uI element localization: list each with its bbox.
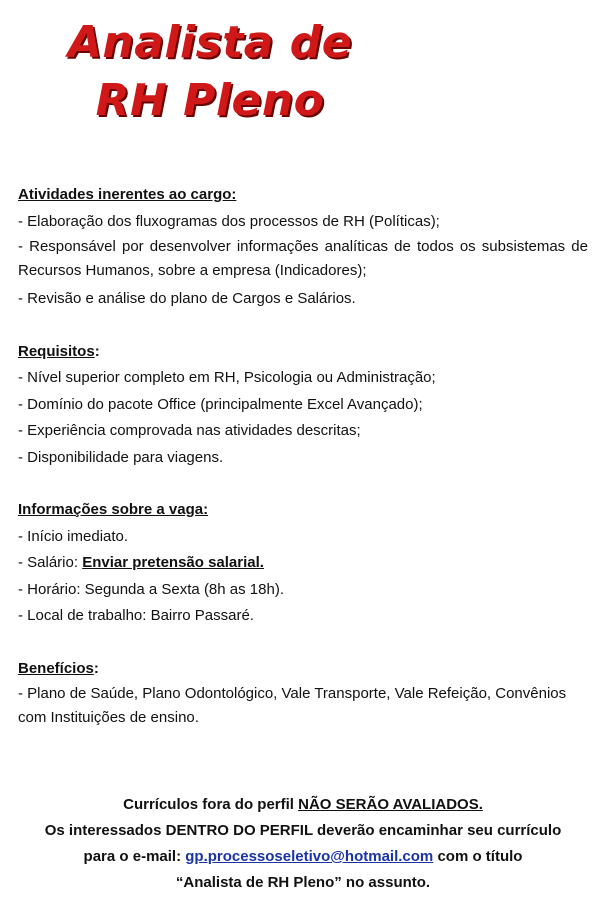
salario-label: - Salário: <box>18 554 83 571</box>
atividades-item: - Responsável por desenvolver informações analíticas de todos os subsistemas de Recursos Humanos, sobre a empresa (Indicadores); <box>18 238 588 279</box>
atividades-item: - Revisão e análise do plano de Cargos e Salários. <box>18 290 356 307</box>
informacoes-salario <box>18 550 588 577</box>
job-title-line-2: RH Pleno <box>95 75 325 126</box>
requisitos-heading: Requisitos <box>18 342 95 360</box>
footer-line-1-text: Currículos fora do perfil <box>123 796 299 813</box>
section-beneficios <box>18 656 588 731</box>
footer-line-4: “Analista de RH Pleno” no assunto. <box>175 874 431 891</box>
email-label: para o e-mail: <box>83 848 186 865</box>
section-informacoes <box>18 497 588 630</box>
job-title-line-1: Analista de <box>67 17 353 68</box>
footer-line-1 <box>18 792 588 818</box>
section-atividades <box>18 182 588 313</box>
informacoes-inicio: - Início imediato. <box>18 527 129 545</box>
requisitos-item: - Domínio do pacote Office (principalmente Excel Avançado); <box>18 395 423 413</box>
requisitos-heading-row <box>18 339 588 366</box>
application-instructions <box>18 792 588 896</box>
beneficios-colon: : <box>93 659 99 677</box>
email-link[interactable]: gp.processoseletivo@hotmail.com <box>185 848 434 865</box>
requisitos-colon: : <box>94 342 100 360</box>
job-title <box>0 14 420 130</box>
informacoes-local: - Local de trabalho: Bairro Passaré. <box>18 607 254 624</box>
informacoes-heading: Informações sobre a vaga: <box>18 501 209 518</box>
atividades-heading: Atividades inerentes ao cargo: <box>18 186 237 203</box>
footer-line-2: Os interessados DENTRO DO PERFIL deverão encaminhar seu currículo <box>44 822 562 839</box>
salario-value: Enviar pretensão salarial. <box>82 554 264 571</box>
job-description <box>18 182 588 730</box>
beneficios-text: - Plano de Saúde, Plano Odontológico, Vale Transporte, Vale Refeição, Convênios com Instituições de ensino. <box>18 685 567 726</box>
beneficios-heading: Benefícios <box>18 659 94 677</box>
not-evaluated-warning: NÃO SERÃO AVALIADOS. <box>298 796 483 813</box>
email-suffix: com o título <box>433 848 523 865</box>
section-requisitos <box>18 339 588 472</box>
requisitos-item: - Experiência comprovada nas atividades descritas; <box>18 422 361 439</box>
beneficios-heading-row <box>18 656 588 683</box>
atividades-item: - Elaboração dos fluxogramas dos processos de RH (Políticas); <box>18 212 440 230</box>
footer-line-3 <box>18 844 588 870</box>
requisitos-item: - Nível superior completo em RH, Psicologia ou Administração; <box>18 369 436 386</box>
informacoes-horario: - Horário: Segunda a Sexta (8h as 18h). <box>18 580 284 598</box>
requisitos-item: - Disponibilidade para viagens. <box>18 448 224 466</box>
